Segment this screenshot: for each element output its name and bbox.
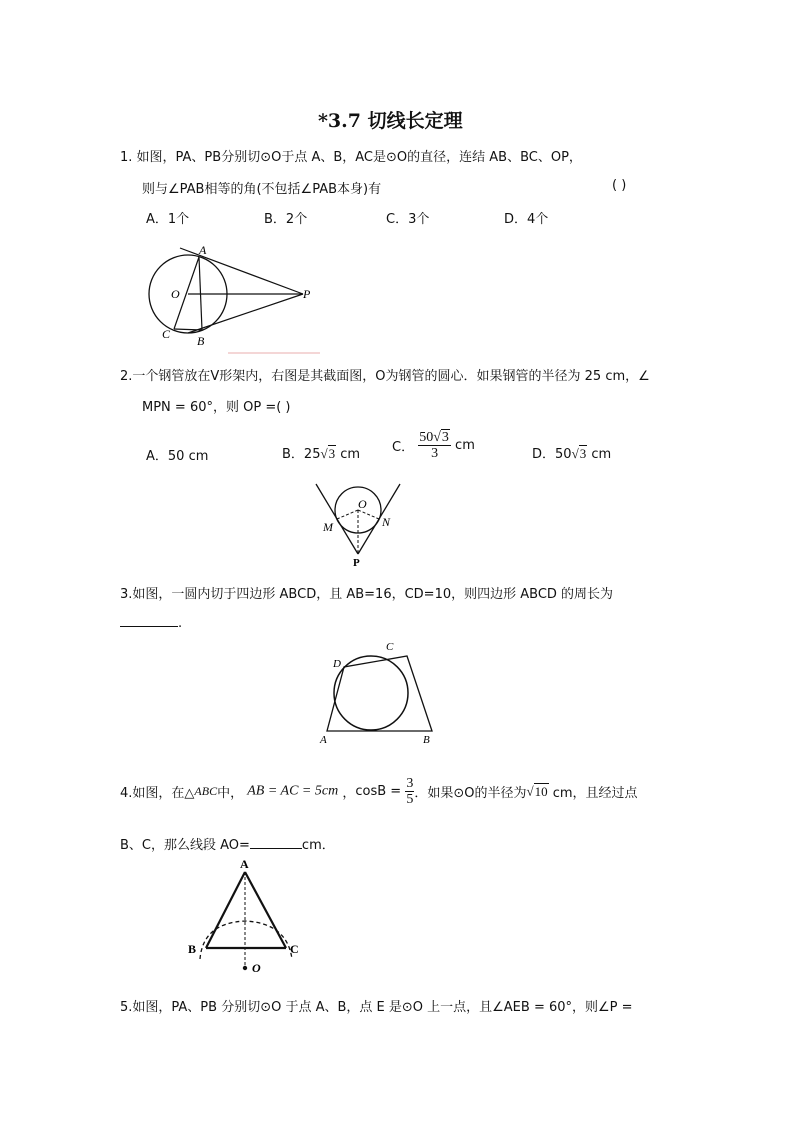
q3-line1: 3.如图，一圆内切于四边形 ABCD，且 AB=16，CD=10，则四边形 ABCD 的周长为: [120, 587, 614, 602]
q3-figure: [315, 638, 440, 748]
q2-label-m: M: [323, 520, 333, 534]
sqrt-sign: √: [320, 446, 328, 461]
q4-side-ac: [245, 872, 286, 948]
q2-option-c-unit: cm: [455, 438, 475, 453]
q2-option-d-unit: cm: [591, 447, 612, 462]
q2-label-p: P: [353, 557, 360, 569]
q2-option-c-prefix: C．: [392, 440, 415, 455]
q4-cos-den: 5: [406, 792, 414, 807]
q2-option-d: [532, 443, 611, 462]
q1-line1: 1. 如图，PA、PB分别切⊙O于点 A、B，AC是⊙O的直径，连结 AB、BC、OP，: [120, 150, 582, 165]
q2-label-n: N: [382, 515, 391, 529]
q1-option-b: B．2个: [264, 212, 308, 227]
q4-label-c: C: [290, 942, 299, 956]
q2-option-a: A．50 cm: [146, 449, 209, 464]
q4-post: ．如果⊙O的半径为: [414, 786, 527, 801]
q1-line2: 则与∠PAB相等的角(不包括∠PAB本身)有: [142, 182, 382, 197]
q4-label-o: O: [252, 961, 261, 975]
q1-figure-mark: [228, 352, 320, 354]
q2-label-o: O: [358, 497, 367, 511]
q1-option-d: D．4个: [504, 212, 549, 227]
q4-triangle-name: ABC: [194, 784, 218, 798]
sqrt-sign: √: [571, 446, 579, 461]
q4-line2-pre: B、C，那么线段 AO=: [120, 838, 250, 853]
q1-label-p: P: [303, 287, 311, 301]
q4-point-o: [243, 966, 247, 970]
q4-pre: 4.如图，在△: [120, 786, 195, 801]
q2-option-b-unit: cm: [340, 447, 361, 462]
q2-option-b: [282, 443, 360, 462]
q2-option-c-radicand: 3: [441, 430, 449, 445]
q3-label-c: C: [386, 641, 394, 653]
q4-cos-fraction: [405, 776, 414, 807]
q1-option-a: A．1个: [146, 212, 190, 227]
sqrt-sign: √: [433, 430, 441, 445]
q1-figure: [140, 238, 325, 353]
q5-line1: 5.如图，PA、PB 分别切⊙O 于点 A、B，点 E 是⊙O 上一点，且∠AEB = 60°，则∠P =: [120, 1000, 633, 1015]
q3-line2-end: .: [178, 616, 183, 631]
q3-quadrilateral: [327, 656, 432, 731]
q4-sep: ，: [342, 786, 356, 801]
q2-option-b-radicand: 3: [328, 446, 336, 461]
q1-label-b: B: [197, 334, 205, 348]
sqrt-sign: √: [526, 783, 534, 799]
q2-figure: [310, 480, 410, 570]
q2-option-c-den: 3: [431, 446, 439, 461]
q4-post2: cm，且经过点: [552, 786, 638, 801]
q4-line2-post: cm．: [301, 838, 335, 853]
q2-option-d-coef: D．50: [532, 447, 572, 462]
page-title: *3.7 切线长定理: [318, 110, 463, 132]
q3-line2: [120, 614, 182, 631]
q4-cos-num: 3: [406, 776, 414, 791]
q4-figure: [182, 855, 312, 977]
q4-line1: [120, 776, 638, 807]
q1-label-a: A: [199, 243, 207, 257]
q2-option-b-coef: B．25: [282, 447, 321, 462]
q3-label-a: A: [320, 734, 327, 746]
q4-label-b: B: [188, 942, 197, 956]
q4-answer-blank: [250, 836, 302, 849]
q3-label-b: B: [423, 734, 430, 746]
q4-line2: [120, 834, 335, 853]
q2-line-on: [358, 510, 379, 519]
q1-label-c: C: [162, 327, 171, 341]
q2-line1: 2.一个钢管放在V形架内，右图是其截面图，O为钢管的圆心．如果钢管的半径为 25 cm，∠: [120, 369, 650, 384]
q1-label-o: O: [171, 287, 180, 301]
q3-answer-blank: [120, 614, 178, 627]
q4-side-ab: [206, 872, 245, 948]
q1-tangent-pb: [188, 294, 303, 333]
q3-label-d: D: [333, 658, 341, 670]
q2-line-om: [337, 510, 358, 519]
q2-line2: MPN = 60°，则 OP =( ): [142, 400, 291, 415]
q1-answer-paren: ( ): [612, 178, 627, 193]
q2-option-c-num: 50: [419, 430, 434, 445]
q2-option-c: [392, 430, 475, 461]
q2-option-d-radicand: 3: [579, 446, 587, 461]
q4-radicand: 10: [534, 783, 548, 799]
q4-cos: cosB =: [355, 784, 402, 799]
q3-incircle: [334, 656, 408, 730]
q4-arc: [200, 921, 292, 959]
q4-mid: 中，: [217, 786, 244, 801]
q2-option-c-fraction: [418, 430, 451, 461]
q1-option-c: C．3个: [386, 212, 430, 227]
q4-equation: AB = AC = 5cm: [247, 783, 339, 799]
q4-label-a: A: [240, 857, 249, 871]
